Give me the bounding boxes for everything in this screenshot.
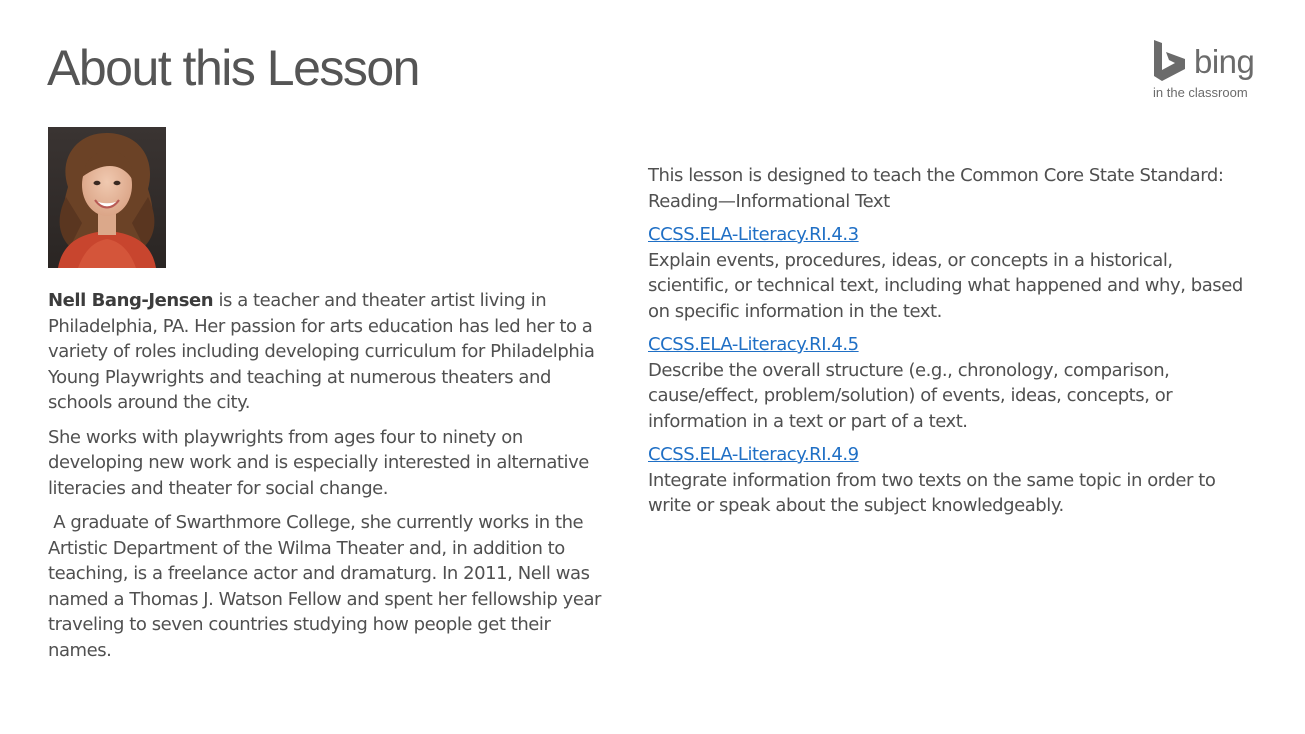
lesson-intro: This lesson is designed to teach the Common Core State Standard: Reading—Informational Text [648,165,1224,212]
bio-paragraph-1 [48,288,608,416]
presenter-bio [48,288,608,672]
standard-item [648,442,1258,519]
standard-link-ri-4-3[interactable]: CCSS.ELA-Literacy.RI.4.3 [648,224,859,245]
presenter-photo [48,127,166,268]
standard-link-ri-4-9[interactable]: CCSS.ELA-Literacy.RI.4.9 [648,444,859,465]
bing-b-icon [1152,40,1188,82]
presenter-name: Nell Bang-Jensen [48,290,214,311]
logo-subtitle: in the classroom [1153,85,1248,100]
logo-wordmark: bing [1194,43,1255,80]
standard-item [648,332,1258,434]
lesson-standards [648,163,1258,527]
standard-description: Describe the overall structure (e.g., chronology, comparison, cause/effect, problem/solution) of events, ideas, concepts, or information in a text or part of a text. [648,359,1173,432]
standard-link-ri-4-5[interactable]: CCSS.ELA-Literacy.RI.4.5 [648,334,859,355]
bing-logo [1152,40,1262,102]
standard-description: Explain events, procedures, ideas, or concepts in a historical, scientific, or technical text, including what happened and why, based on specific information in the text. [648,249,1243,322]
bio-paragraph-2: She works with playwrights from ages four to ninety on developing new work and is especially interested in alternative literacies and theater for social change. [48,426,589,499]
bio-paragraph-3: A graduate of Swarthmore College, she currently works in the Artistic Department of the Wilma Theater and, in addition to teaching, is a freelance actor and dramaturg. In 2011, Nell was named a Thomas J. Watson Fellow and spent her fellowship year traveling to seven countries studying how people get their names. [48,512,607,661]
bio-paragraph-1-text: is a teacher and theater artist living in Philadelphia, PA. Her passion for arts education has led her to a variety of roles including developing curriculum for Philadelphia Young Playwrights and teaching at numerous theaters and schools around the city. [48,290,595,413]
standard-item [648,222,1258,324]
standard-description: Integrate information from two texts on the same topic in order to write or speak about the subject knowledgeably. [648,469,1216,516]
page-title: About this Lesson [47,40,419,96]
portrait-photo-icon [48,127,166,268]
